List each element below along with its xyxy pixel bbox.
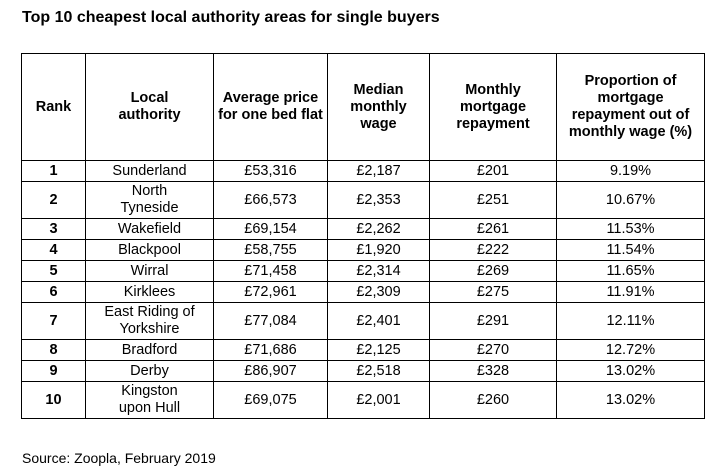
rank-cell: 10 — [22, 382, 86, 419]
authority-cell: Derby — [86, 361, 214, 382]
wage-cell: £2,262 — [328, 219, 430, 240]
authority-cell: Blackpool — [86, 240, 214, 261]
repayment-cell: £260 — [430, 382, 557, 419]
rank-cell: 8 — [22, 340, 86, 361]
authority-cell: Wakefield — [86, 219, 214, 240]
table-row — [22, 303, 705, 340]
proportion-cell: 13.02% — [557, 361, 705, 382]
authority-cell: Wirral — [86, 261, 214, 282]
rank-cell: 4 — [22, 240, 86, 261]
proportion-cell: 11.53% — [557, 219, 705, 240]
header-row — [22, 54, 705, 161]
price-cell: £58,755 — [214, 240, 328, 261]
price-cell: £69,154 — [214, 219, 328, 240]
price-cell: £77,084 — [214, 303, 328, 340]
table-row — [22, 282, 705, 303]
price-cell: £86,907 — [214, 361, 328, 382]
rank-cell: 7 — [22, 303, 86, 340]
proportion-cell: 12.72% — [557, 340, 705, 361]
price-cell: £71,686 — [214, 340, 328, 361]
header-rank: Rank — [22, 54, 86, 161]
rank-cell: 2 — [22, 182, 86, 219]
wage-cell: £1,920 — [328, 240, 430, 261]
repayment-cell: £222 — [430, 240, 557, 261]
wage-cell: £2,001 — [328, 382, 430, 419]
proportion-cell: 11.91% — [557, 282, 705, 303]
wage-cell: £2,187 — [328, 161, 430, 182]
proportion-cell: 10.67% — [557, 182, 705, 219]
authority-cell: Kirklees — [86, 282, 214, 303]
authority-cell: Sunderland — [86, 161, 214, 182]
proportion-cell: 9.19% — [557, 161, 705, 182]
proportion-cell: 12.11% — [557, 303, 705, 340]
proportion-cell: 11.54% — [557, 240, 705, 261]
table-row — [22, 361, 705, 382]
repayment-cell: £270 — [430, 340, 557, 361]
rank-cell: 3 — [22, 219, 86, 240]
table-row — [22, 219, 705, 240]
table-row — [22, 161, 705, 182]
authority-cell: Bradford — [86, 340, 214, 361]
proportion-cell: 13.02% — [557, 382, 705, 419]
rank-cell: 1 — [22, 161, 86, 182]
repayment-cell: £291 — [430, 303, 557, 340]
wage-cell: £2,125 — [328, 340, 430, 361]
header-local-authority: Local authority — [86, 54, 214, 161]
repayment-cell: £261 — [430, 219, 557, 240]
header-average-price: Average price for one bed flat — [214, 54, 328, 161]
repayment-cell: £269 — [430, 261, 557, 282]
price-cell: £66,573 — [214, 182, 328, 219]
cheapest-areas-table — [21, 53, 705, 419]
header-monthly-repayment: Monthly mortgage repayment — [430, 54, 557, 161]
repayment-cell: £275 — [430, 282, 557, 303]
wage-cell: £2,401 — [328, 303, 430, 340]
proportion-cell: 11.65% — [557, 261, 705, 282]
wage-cell: £2,353 — [328, 182, 430, 219]
wage-cell: £2,309 — [328, 282, 430, 303]
rank-cell: 5 — [22, 261, 86, 282]
repayment-cell: £201 — [430, 161, 557, 182]
authority-cell: North Tyneside — [86, 182, 214, 219]
table-row — [22, 382, 705, 419]
repayment-cell: £328 — [430, 361, 557, 382]
table-row — [22, 340, 705, 361]
authority-cell: Kingston upon Hull — [86, 382, 214, 419]
table-row — [22, 182, 705, 219]
price-cell: £71,458 — [214, 261, 328, 282]
price-cell: £69,075 — [214, 382, 328, 419]
header-proportion: Proportion of mortgage repayment out of monthly wage (%) — [557, 54, 705, 161]
source-note: Source: Zoopla, February 2019 — [22, 450, 216, 466]
wage-cell: £2,314 — [328, 261, 430, 282]
rank-cell: 9 — [22, 361, 86, 382]
table-title: Top 10 cheapest local authority areas for single buyers — [22, 9, 440, 26]
rank-cell: 6 — [22, 282, 86, 303]
header-median-wage: Median monthly wage — [328, 54, 430, 161]
price-cell: £72,961 — [214, 282, 328, 303]
price-cell: £53,316 — [214, 161, 328, 182]
table-row — [22, 261, 705, 282]
authority-cell: East Riding of Yorkshire — [86, 303, 214, 340]
table-row — [22, 240, 705, 261]
wage-cell: £2,518 — [328, 361, 430, 382]
repayment-cell: £251 — [430, 182, 557, 219]
